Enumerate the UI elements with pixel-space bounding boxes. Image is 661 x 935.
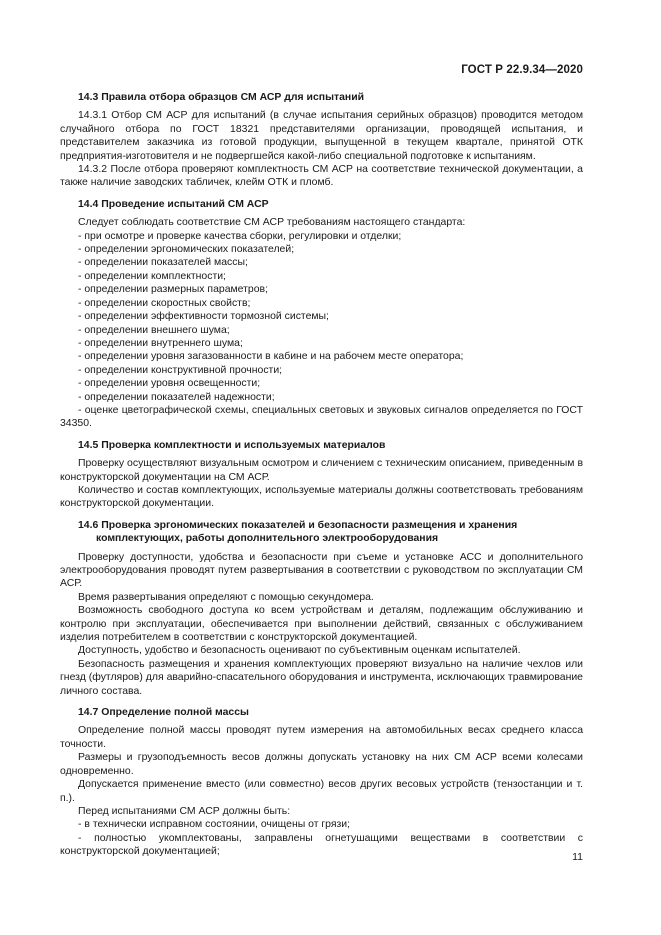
list-item: - определении уровня освещенности; (78, 378, 261, 390)
list-item: - определении скоростных свойств; (78, 297, 251, 309)
section-heading: 14.4 Проведение испытаний СМ АСР (78, 198, 269, 210)
document-body (60, 91, 583, 867)
list-item: - определении внешнего шума; (78, 324, 230, 336)
page-number: 11 (572, 851, 583, 863)
list-item: - определении размерных параметров; (78, 284, 268, 296)
paragraph: Безопасность размещения и хранения комплектующих проверяют визуально на наличие чехлов или гнезд (футляров) для аварийно-спасательного оборудования и инструмента, исключающих травмирование личного состава. (60, 658, 583, 697)
section-14-4 (60, 198, 583, 431)
paragraph: Проверку доступности, удобства и безопасности при съеме и установке АСС и дополнительного электрооборудования проводят путем развертывания в соответствии с руководством по эксплуатации СМ АСР. (60, 551, 583, 590)
paragraph: Возможность свободного доступа ко всем устройствам и деталям, подлежащим обслуживанию и контролю при эксплуатации, обеспечивается при выполнении действий, связанных с обслуживанием изделия потребителем в соответствии с конструкторской документацией. (60, 605, 583, 644)
standard-code: ГОСТ Р 22.9.34—2020 (461, 64, 583, 76)
section-heading: 14.3 Правила отбора образцов СМ АСР для испытаний (78, 92, 365, 103)
list-item: - определении показателей надежности; (78, 391, 275, 403)
paragraph: 14.3.2 После отбора проверяют комплектность СМ АСР на соответствие технической документации, а также наличие заводских табличек, клейм ОТК и пломб. (60, 164, 583, 189)
paragraph: Размеры и грузоподъемность весов должны допускать установку на них СМ АСР всеми колесами одновременно. (60, 752, 583, 777)
section-14-6 (60, 519, 583, 698)
section-heading: 14.6 Проверка эргономических показателей и безопасности размещения и хранения комплектующих, работы дополнительного электрооборудования (78, 519, 518, 545)
list-item: - определении эффективности тормозной системы; (78, 311, 329, 323)
list-item: - определении уровня загазованности в кабине и на рабочем месте оператора; (78, 351, 464, 363)
list-item: - определении показателей массы; (78, 257, 248, 269)
paragraph: 14.3.1 Отбор СМ АСР для испытаний (в случае испытания серийных образцов) проводится методом случайного отбора по ГОСТ 18321 представителями организации, проводящей испытания, и представителем заказчика из готовой продукции, выпущенной в текущем квартале, принятой ОТК предприятия-изготовителя и не подвергшейся какой-либо специальной подготовке к испытаниям. (60, 110, 583, 162)
list-item: - полностью укомплектованы, заправлены огнетушащими веществами в соответствии с конструкторской документацией; (60, 832, 583, 858)
section-heading: 14.7 Определение полной массы (78, 707, 249, 719)
section-14-7 (60, 706, 583, 858)
list-item: - определении эргономических показателей; (78, 244, 295, 256)
list-item: - определении конструктивной прочности; (78, 364, 283, 376)
paragraph: Перед испытаниями СМ АСР должны быть: (78, 805, 291, 817)
paragraph: Количество и состав комплектующих, используемые материалы должны соответствовать требованиям конструкторской документации. (60, 484, 583, 510)
paragraph: Проверку осуществляют визуальным осмотром и сличением с техническим описанием, приведенным в конструкторской документации на СМ АСР. (60, 458, 583, 483)
list-item: - определении комплектности; (78, 270, 226, 282)
paragraph: Доступность, удобство и безопасность оценивают по субъективным оценкам испытателей. (78, 645, 521, 657)
list-item: - в технически исправном состоянии, очищены от грязи; (78, 819, 351, 831)
section-14-3 (60, 91, 583, 190)
paragraph: Допускается применение вместо (или совместно) весов других весовых устройств (тензостанции и т. п.). (60, 779, 583, 804)
paragraph: Определение полной массы проводят путем измерения на автомобильных весах среднего класса точности. (60, 725, 583, 750)
section-14-5 (60, 439, 583, 511)
paragraph: Время развертывания определяют с помощью секундомера. (78, 591, 374, 603)
list-item: - при осмотре и проверке качества сборки, регулировки и отделки; (78, 230, 402, 242)
section-heading: 14.5 Проверка комплектности и используемых материалов (78, 439, 386, 451)
paragraph: Следует соблюдать соответствие СМ АСР требованиям настоящего стандарта: (78, 217, 466, 229)
list-item: - оценке цветографической схемы, специальных световых и звуковых сигналов определяется по ГОСТ 34350. (60, 404, 583, 430)
list-item: - определении внутреннего шума; (78, 337, 243, 349)
